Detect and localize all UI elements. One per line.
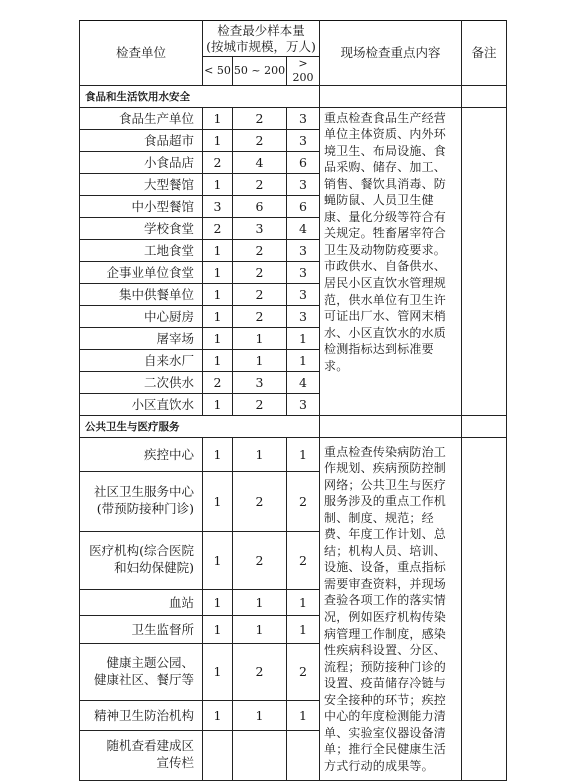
row-unit-line: 和妇幼保健院) <box>114 560 194 575</box>
row-large: 1 <box>287 589 320 615</box>
row-mid: 6 <box>233 195 287 217</box>
row-mid: 1 <box>233 700 287 730</box>
row-mid: 2 <box>233 471 287 531</box>
row-small: 1 <box>203 437 233 471</box>
row-mid: 2 <box>233 643 287 700</box>
header-content: 现场检查重点内容 <box>320 21 462 86</box>
row-large: 4 <box>287 371 320 393</box>
row-large: 3 <box>287 129 320 151</box>
row-unit: 血站 <box>80 589 203 615</box>
row-unit-line: 宣传栏 <box>156 755 194 770</box>
header-unit: 检查单位 <box>80 21 203 86</box>
row-mid: 1 <box>233 327 287 349</box>
row-unit-line: 健康主题公园、 <box>106 654 194 670</box>
header-remark: 备注 <box>462 21 507 86</box>
row-large: 1 <box>287 437 320 471</box>
row-unit-line: 健康社区、餐厅等 <box>93 671 194 687</box>
row-mid: 2 <box>233 283 287 305</box>
header-col-mid: 50 ~ 200 <box>233 57 287 86</box>
row-unit: 小区直饮水 <box>80 393 203 415</box>
row-large: 1 <box>287 327 320 349</box>
row-unit <box>80 643 203 700</box>
header-col-large: > 200 <box>287 57 320 86</box>
row-mid: 2 <box>233 129 287 151</box>
inspection-table-container <box>79 20 506 773</box>
header-sample <box>203 21 320 57</box>
row-large: 3 <box>287 283 320 305</box>
row-unit: 小食品店 <box>80 151 203 173</box>
row-small: 1 <box>203 107 233 129</box>
row-unit: 集中供餐单位 <box>80 283 203 305</box>
row-large: 1 <box>287 700 320 730</box>
row-large: 3 <box>287 239 320 261</box>
row-large: 3 <box>287 261 320 283</box>
row-large: 2 <box>287 643 320 700</box>
row-small: 1 <box>203 239 233 261</box>
table-row <box>80 437 507 471</box>
row-mid: 1 <box>233 349 287 371</box>
row-large: 6 <box>287 151 320 173</box>
row-mid: 2 <box>233 305 287 327</box>
row-mid <box>233 730 287 780</box>
row-remark <box>462 107 507 415</box>
row-small: 3 <box>203 195 233 217</box>
row-large: 1 <box>287 349 320 371</box>
row-small <box>203 730 233 780</box>
row-unit <box>80 730 203 780</box>
row-large <box>287 730 320 780</box>
row-unit: 二次供水 <box>80 371 203 393</box>
row-large: 3 <box>287 107 320 129</box>
row-large: 1 <box>287 615 320 643</box>
row-mid: 2 <box>233 393 287 415</box>
section-remark-spacer <box>462 85 507 107</box>
row-mid: 3 <box>233 217 287 239</box>
row-small: 2 <box>203 151 233 173</box>
row-small: 1 <box>203 615 233 643</box>
row-mid: 1 <box>233 615 287 643</box>
row-large: 2 <box>287 471 320 531</box>
row-unit-line: (带预防接种门诊) <box>96 501 194 516</box>
row-mid: 2 <box>233 261 287 283</box>
row-small: 2 <box>203 217 233 239</box>
row-mid: 2 <box>233 173 287 195</box>
row-unit: 学校食堂 <box>80 217 203 239</box>
row-unit-line: 社区卫生服务中心 <box>93 484 194 500</box>
row-small: 1 <box>203 261 233 283</box>
inspection-table <box>79 20 507 781</box>
row-large: 3 <box>287 305 320 327</box>
section-content-spacer <box>320 415 462 437</box>
row-unit: 中小型餐馆 <box>80 195 203 217</box>
header-sample-title: 检查最少样本量 <box>217 22 305 38</box>
row-small: 1 <box>203 643 233 700</box>
row-large: 3 <box>287 173 320 195</box>
row-unit: 疾控中心 <box>80 437 203 471</box>
row-unit: 食品生产单位 <box>80 107 203 129</box>
row-unit-line: 随机查看建成区 <box>106 738 194 754</box>
row-unit: 中心厨房 <box>80 305 203 327</box>
row-mid: 4 <box>233 151 287 173</box>
section-content-spacer <box>320 85 462 107</box>
row-small: 1 <box>203 589 233 615</box>
row-small: 1 <box>203 129 233 151</box>
row-small: 1 <box>203 305 233 327</box>
row-unit: 大型餐馆 <box>80 173 203 195</box>
row-remark <box>462 437 507 780</box>
row-mid: 2 <box>233 531 287 589</box>
section-title: 公共卫生与医疗服务 <box>80 415 320 437</box>
row-mid: 1 <box>233 589 287 615</box>
row-small: 1 <box>203 173 233 195</box>
row-unit: 食品超市 <box>80 129 203 151</box>
section-title: 食品和生活饮用水安全 <box>80 85 320 107</box>
row-small: 1 <box>203 471 233 531</box>
row-mid: 3 <box>233 371 287 393</box>
row-unit: 精神卫生防治机构 <box>80 700 203 730</box>
table-row <box>80 107 507 129</box>
row-small: 2 <box>203 371 233 393</box>
row-small: 1 <box>203 700 233 730</box>
row-large: 3 <box>287 393 320 415</box>
section-remark-spacer <box>462 415 507 437</box>
row-unit: 卫生监督所 <box>80 615 203 643</box>
row-mid: 2 <box>233 239 287 261</box>
row-mid: 2 <box>233 107 287 129</box>
row-unit <box>80 531 203 589</box>
row-unit: 屠宰场 <box>80 327 203 349</box>
row-unit <box>80 471 203 531</box>
row-small: 1 <box>203 283 233 305</box>
row-unit: 企事业单位食堂 <box>80 261 203 283</box>
row-unit-line: 医疗机构(综合医院 <box>89 543 194 559</box>
row-small: 1 <box>203 531 233 589</box>
header-col-small: < 50 <box>203 57 233 86</box>
row-large: 4 <box>287 217 320 239</box>
row-unit: 自来水厂 <box>80 349 203 371</box>
row-mid: 1 <box>233 437 287 471</box>
row-small: 1 <box>203 349 233 371</box>
header-sample-subtitle: (按城市规模，万人) <box>206 38 316 54</box>
row-unit: 工地食堂 <box>80 239 203 261</box>
section-content: 重点检查食品生产经营单位主体资质、内外环境卫生、布局设施、食品采购、储存、加工、销售、餐饮具消毒、防蝇防鼠、人员卫生健康、量化分级等符合有关规定。牲畜屠宰符合卫生及动物防疫要求。市政供水、自备供水、居民小区直饮水管理规范，供水单位有卫生许可证出厂水、管网末梢水、小区直饮水的水质检测指标达到标准要求。 <box>320 107 462 415</box>
section-content: 重点检查传染病防治工作规划、疾病预防控制网络；公共卫生与医疗服务涉及的重点工作机制、制度、规范；经费、年度工作计划、总结；机构人员、培训、设施、设备，重点指标需要审查资料，并现场查验各项工作的落实情况，例如医疗机构传染病管理工作制度，感染性疾病科设置、分区、流程；预防接种门诊的设置、疫苗储存冷链与安全接种的环节；疾控中心的年度检测能力清单、实验室仪器设备清单；推行全民健康生活方式行动的成果等。 <box>320 437 462 780</box>
row-large: 6 <box>287 195 320 217</box>
row-large: 2 <box>287 531 320 589</box>
row-small: 1 <box>203 393 233 415</box>
row-small: 1 <box>203 327 233 349</box>
